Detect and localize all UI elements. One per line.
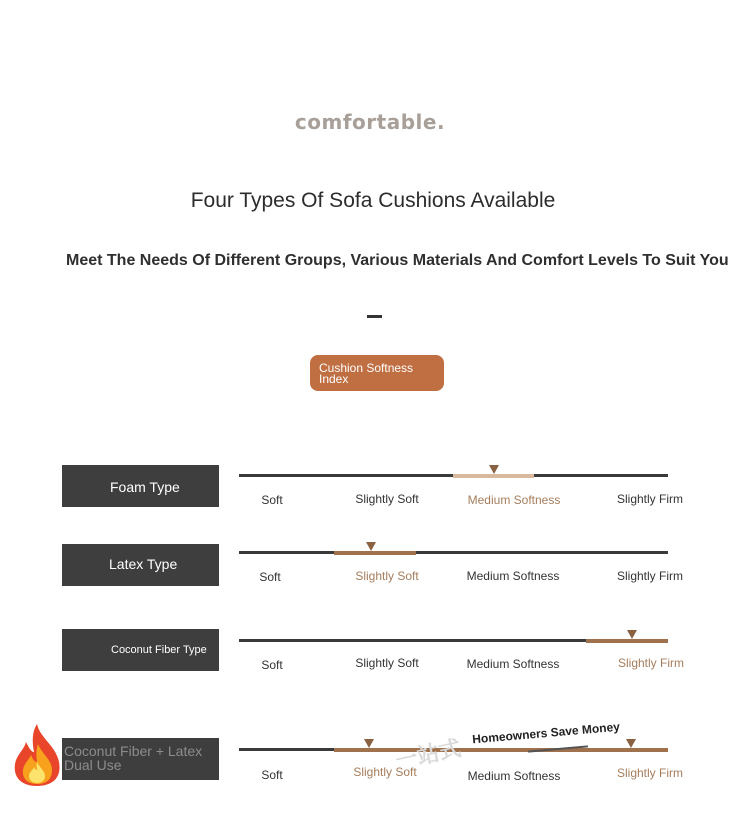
scale-label-slightly-firm: Slightly Firm [617,656,685,670]
scale-label-medium-softness: Medium Softness [466,569,560,583]
scale-label-slightly-firm: Slightly Firm [616,492,684,506]
softness-marker-icon [366,542,376,551]
watermark-caption: Homeowners Save Money [471,719,621,747]
scale-label-slightly-soft: Slightly Soft [355,656,419,670]
scale-label-slightly-soft: Slightly Soft [355,492,419,506]
cushion-type-label: Latex Type [109,556,178,572]
scale-label-slightly-firm: Slightly Firm [616,569,684,583]
cushion-type-label: Coconut Fiber + Latex Dual Use [64,743,203,773]
divider [367,315,382,318]
scale-label-medium-softness: Medium Softness [467,769,561,783]
cushion-type-label: Coconut Fiber Type [111,644,207,656]
softness-track [239,551,668,554]
cushion-type-foam [62,465,219,507]
scale-label-soft: Soft [259,570,281,584]
softness-marker-icon [626,739,636,748]
softness-marker-icon [489,465,499,474]
scale-label-soft: Soft [261,658,283,672]
scale-label-slightly-firm: Slightly Firm [616,766,684,780]
softness-index-badge: Cushion Softness Index [310,355,444,391]
scale-label-soft: Soft [261,768,283,782]
brand-tagline: comfortable. [294,110,446,134]
watermark-text: 一站式 [393,735,464,774]
scale-label-slightly-soft: Slightly Soft [355,569,419,583]
softness-marker-icon [627,630,637,639]
page-title: Four Types Of Sofa Cushions Available [190,189,556,212]
softness-marker-icon [364,739,374,748]
cushion-type-coconut-latex [62,738,219,780]
scale-label-medium-softness: Medium Softness [467,493,561,507]
scale-label-medium-softness: Medium Softness [466,657,560,671]
page-subtitle: Meet The Needs Of Different Groups, Various Materials And Comfort Levels To Suit You [66,252,729,269]
softness-highlight [334,748,668,752]
scale-label-slightly-soft: Slightly Soft [353,765,417,779]
cushion-type-coconut-fiber [62,629,219,671]
softness-highlight [586,639,668,643]
softness-highlight [334,551,416,555]
flame-icon [10,722,64,788]
cushion-type-label: Foam Type [110,479,180,495]
softness-highlight [453,474,534,478]
cushion-type-latex [62,544,219,586]
scale-label-soft: Soft [261,493,283,507]
